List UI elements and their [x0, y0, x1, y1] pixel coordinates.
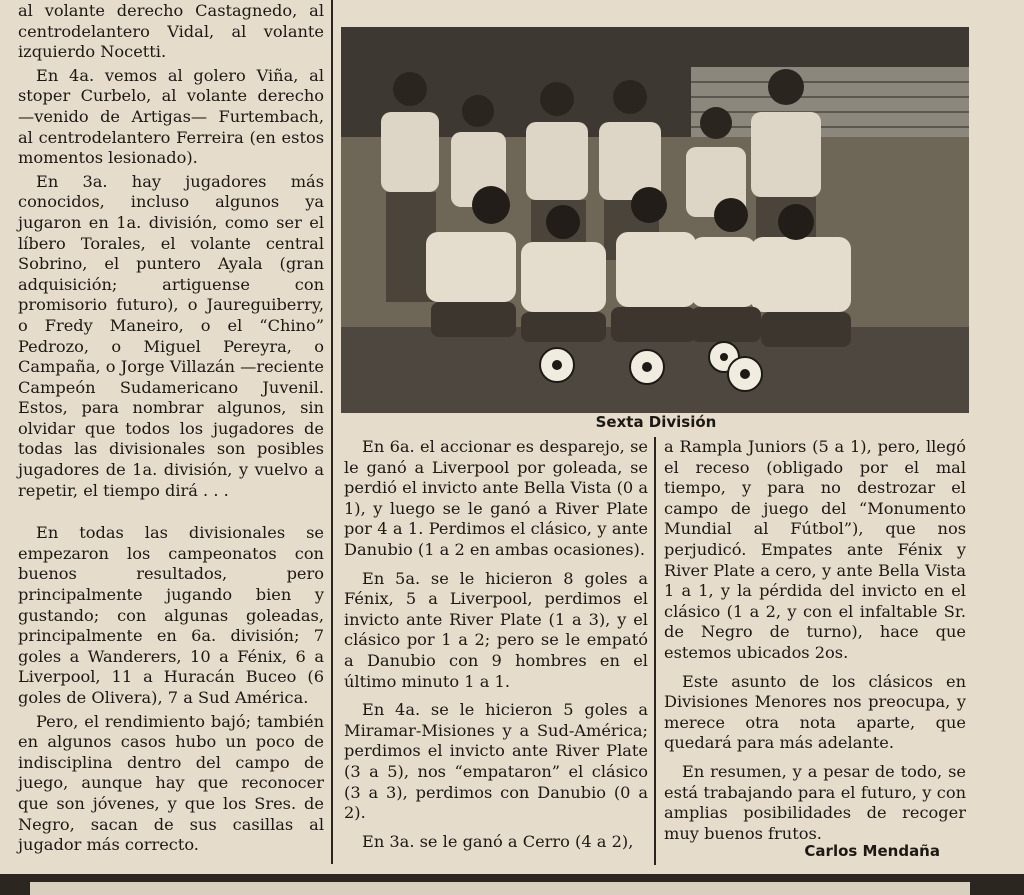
bottom-border	[0, 874, 1024, 895]
paragraph: En resumen, y a pesar de todo, se está trabajando para el futuro, y con amplias posibilidades de recoger muy buenos frutos.	[664, 761, 966, 843]
paragraph: En 3a. hay jugadores más conocidos, incluso algunos ya jugaron en 1a. división, como ser el líbero Torales, el volante central Sobrino, el puntero Ayala (gran adquisición; artiguense con promisorio futuro), o Jaureguiberry, o Fredy Maneiro, o el “Chino” Pedrozo, o Miguel Pereyra, o Campaña, o Jorge Villazán —reciente Campeón Sudamericano Juvenil. Estos, para nombrar algunos, sin olvidar que todos los jugadores de todas las divisionales son posibles jugadores de 1a. división, y vuelvo a repetir, el tiempo dirá . . .	[18, 171, 324, 500]
paragraph: En 6a. el accionar es desparejo, se le ganó a Liverpool por goleada, se perdió el invicto ante Bella Vista (0 a 1), y luego se le ganó a River Plate por 4 a 1. Perdimos el clásico, y ante Danubio (1 a 2 en ambas ocasiones).	[344, 437, 648, 559]
photo-caption: Sexta División	[595, 413, 717, 431]
article-column-3	[664, 437, 966, 844]
bottom-border-inner	[30, 882, 970, 895]
column-divider	[331, 0, 333, 864]
team-photo	[341, 27, 969, 413]
paragraph: En 4a. vemos al golero Viña, al stoper Curbelo, al volante derecho —venido de Artigas— Furtembach, al centrodelantero Ferreira (en estos momentos lesionado).	[18, 65, 324, 168]
paragraph: En 4a. se le hicieron 5 goles a Miramar-Misiones y a Sud-América; perdimos el invicto ante River Plate (3 a 5), nos “empataron” el clásico (3 a 3), perdimos con Danubio (0 a 2).	[344, 700, 648, 823]
article-column-2	[344, 437, 648, 852]
author-signature: Carlos Mendaña	[804, 842, 940, 860]
column-divider	[654, 437, 656, 865]
paragraph: Este asunto de los clásicos en Divisiones Menores nos preocupa, y merece otra nota aparte, que quedará para más adelante.	[664, 671, 966, 753]
paragraph: En todas las divisionales se empezaron los campeonatos con buenos resultados, pero principalmente jugando bien y gustando; con algunas goleadas, principalmente en 6a. división; 7 goles a Wanderers, 10 a Fénix, 6 a Liverpool, 11 a Huracán Buceo (6 goles de Olivera), 7 a Sud América.	[18, 523, 324, 707]
paragraph: Pero, el rendimiento bajó; también en algunos casos hubo un poco de indisciplina dentro del campo de juego, aunque hay que reconocer que son jóvenes, y que los Sres. de Negro, sacan de sus casillas al jugador más correcto.	[18, 711, 324, 855]
team-photo-image	[341, 27, 969, 413]
paragraph: En 3a. se le ganó a Cerro (4 a 2),	[362, 831, 634, 851]
article-column-1	[18, 1, 324, 856]
paragraph: En 5a. se le hicieron 8 goles a Fénix, 5 a Liverpool, perdimos el invicto ante River Plate (1 a 3), y el clásico por 1 a 2; pero se le empató a Danubio con 9 hombres en el último minuto 1 a 1.	[344, 568, 648, 691]
paragraph: a Rampla Juniors (5 a 1), pero, llegó el receso (obligado por el mal tiempo, y para no destrozar el campo de juego del “Monumento Mundial al Fútbol”), que nos perjudicó. Empates ante Fénix y River Plate a cero, y ante Bella Vista 1 a 1, y la pérdida del invicto en el clásico (1 a 2, y con el infaltable Sr. de Negro de turno), hace que estemos ubicados 2os.	[664, 437, 966, 662]
paragraph: al volante derecho Castagnedo, al centrodelantero Vidal, al volante izquierdo Nocetti.	[18, 1, 324, 62]
